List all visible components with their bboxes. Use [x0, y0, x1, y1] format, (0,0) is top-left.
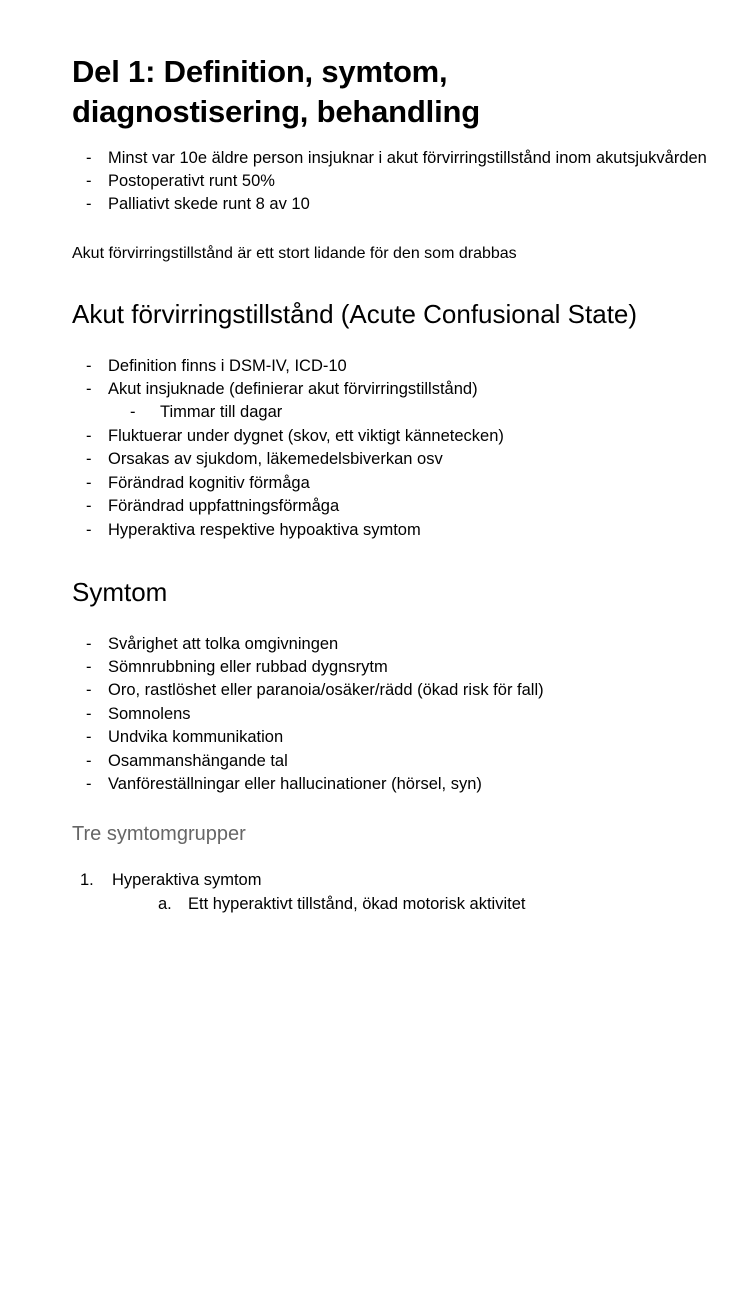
dash-marker: - [86, 704, 92, 723]
spacer [72, 264, 736, 298]
list-item-label: Somnolens [108, 704, 191, 723]
section-heading-acute-confusional-state: Akut förvirringstillstånd (Acute Confusional State) [72, 299, 638, 330]
dash-marker: - [86, 751, 92, 770]
subsection-heading-tre-symtomgrupper: Tre symtomgrupper [72, 823, 246, 846]
dash-marker: - [86, 195, 92, 214]
list-item-label: Minst var 10e äldre person insjuknar i akut förvirringstillstånd inom akutsjukvården [108, 148, 707, 167]
dash-marker: - [86, 450, 92, 469]
list-item [108, 401, 736, 424]
list-item [72, 472, 736, 495]
dash-marker: - [86, 172, 92, 191]
list-item-label: Svårighet att tolka omgivningen [108, 634, 339, 653]
dash-marker: - [86, 681, 92, 700]
dash-marker: - [86, 148, 92, 167]
list-item-label: Palliativt skede runt 8 av 10 [108, 195, 310, 214]
list-item-label: Hyperaktiva respektive hypoaktiva symtom [108, 520, 421, 539]
list-item [72, 147, 736, 170]
list-item-label: Postoperativt runt 50% [108, 172, 275, 191]
list-item [72, 425, 736, 448]
dash-marker: - [86, 497, 92, 516]
spacer [72, 217, 736, 243]
list-item-label: Osammanshängande tal [108, 751, 288, 770]
dash-marker: - [130, 403, 136, 422]
page-title-line-2: diagnostisering, behandling [72, 94, 480, 130]
spacer [72, 619, 736, 633]
dash-marker: - [86, 728, 92, 747]
acute-confusional-state-bullet-list [72, 355, 736, 542]
list-marker: a. [158, 894, 172, 913]
list-item-label: Ett hyperaktivt tillstånd, ökad motorisk aktivitet [188, 894, 526, 913]
list-item [72, 703, 736, 726]
list-item-label: Orsakas av sjukdom, läkemedelsbiverkan osv [108, 450, 443, 469]
list-item [72, 355, 736, 378]
dash-marker: - [86, 426, 92, 445]
list-item [72, 193, 736, 216]
dash-marker: - [86, 380, 92, 399]
sub-numbered-list [112, 893, 736, 916]
list-item [72, 656, 736, 679]
intro-bullet-list [72, 147, 736, 217]
intro-paragraph: Akut förvirringstillstånd är ett stort lidande för den som drabbas [72, 244, 517, 262]
symtom-bullet-list [72, 633, 736, 797]
dash-marker: - [86, 634, 92, 653]
list-item-label: Sömnrubbning eller rubbad dygnsrytm [108, 657, 388, 676]
list-item-label: Vanföreställningar eller hallucinationer (hörsel, syn) [108, 775, 482, 794]
list-item [72, 750, 736, 773]
spacer [72, 796, 736, 822]
list-item [72, 448, 736, 471]
dash-marker: - [86, 356, 92, 375]
list-marker: 1. [80, 871, 94, 890]
list-item-label: Timmar till dagar [160, 403, 283, 422]
list-item [72, 633, 736, 656]
page-title [72, 52, 736, 133]
list-item-label: Fluktuerar under dygnet (skov, ett viktigt kännetecken) [108, 426, 504, 445]
list-item [72, 679, 736, 702]
list-item [112, 893, 736, 916]
section-heading-symtom: Symtom [72, 577, 168, 607]
list-item [72, 726, 736, 749]
list-item [72, 519, 736, 542]
list-item-label: Förändrad uppfattningsförmåga [108, 497, 340, 516]
page-title-line-1: Del 1: Definition, symtom, [72, 54, 448, 89]
list-item-label: Akut insjuknade (definierar akut förvirringstillstånd) [108, 380, 478, 399]
symtomgrupper-numbered-list [72, 869, 736, 916]
list-item [72, 495, 736, 518]
dash-marker: - [86, 473, 92, 492]
spacer [72, 855, 736, 869]
spacer [72, 542, 736, 576]
list-item-label: Oro, rastlöshet eller paranoia/osäker/rädd (ökad risk för fall) [108, 681, 544, 700]
document-content [72, 52, 736, 916]
list-item-label: Hyperaktiva symtom [112, 871, 262, 890]
list-item [72, 773, 736, 796]
dash-marker: - [86, 657, 92, 676]
list-item-label: Förändrad kognitiv förmåga [108, 473, 310, 492]
list-item [72, 869, 736, 916]
list-item [72, 378, 736, 425]
list-item-label: Undvika kommunikation [108, 728, 284, 747]
sub-bullet-list [108, 401, 736, 424]
dash-marker: - [86, 775, 92, 794]
spacer [72, 341, 736, 355]
list-item [72, 170, 736, 193]
dash-marker: - [86, 520, 92, 539]
list-item-label: Definition finns i DSM-IV, ICD-10 [108, 356, 347, 375]
